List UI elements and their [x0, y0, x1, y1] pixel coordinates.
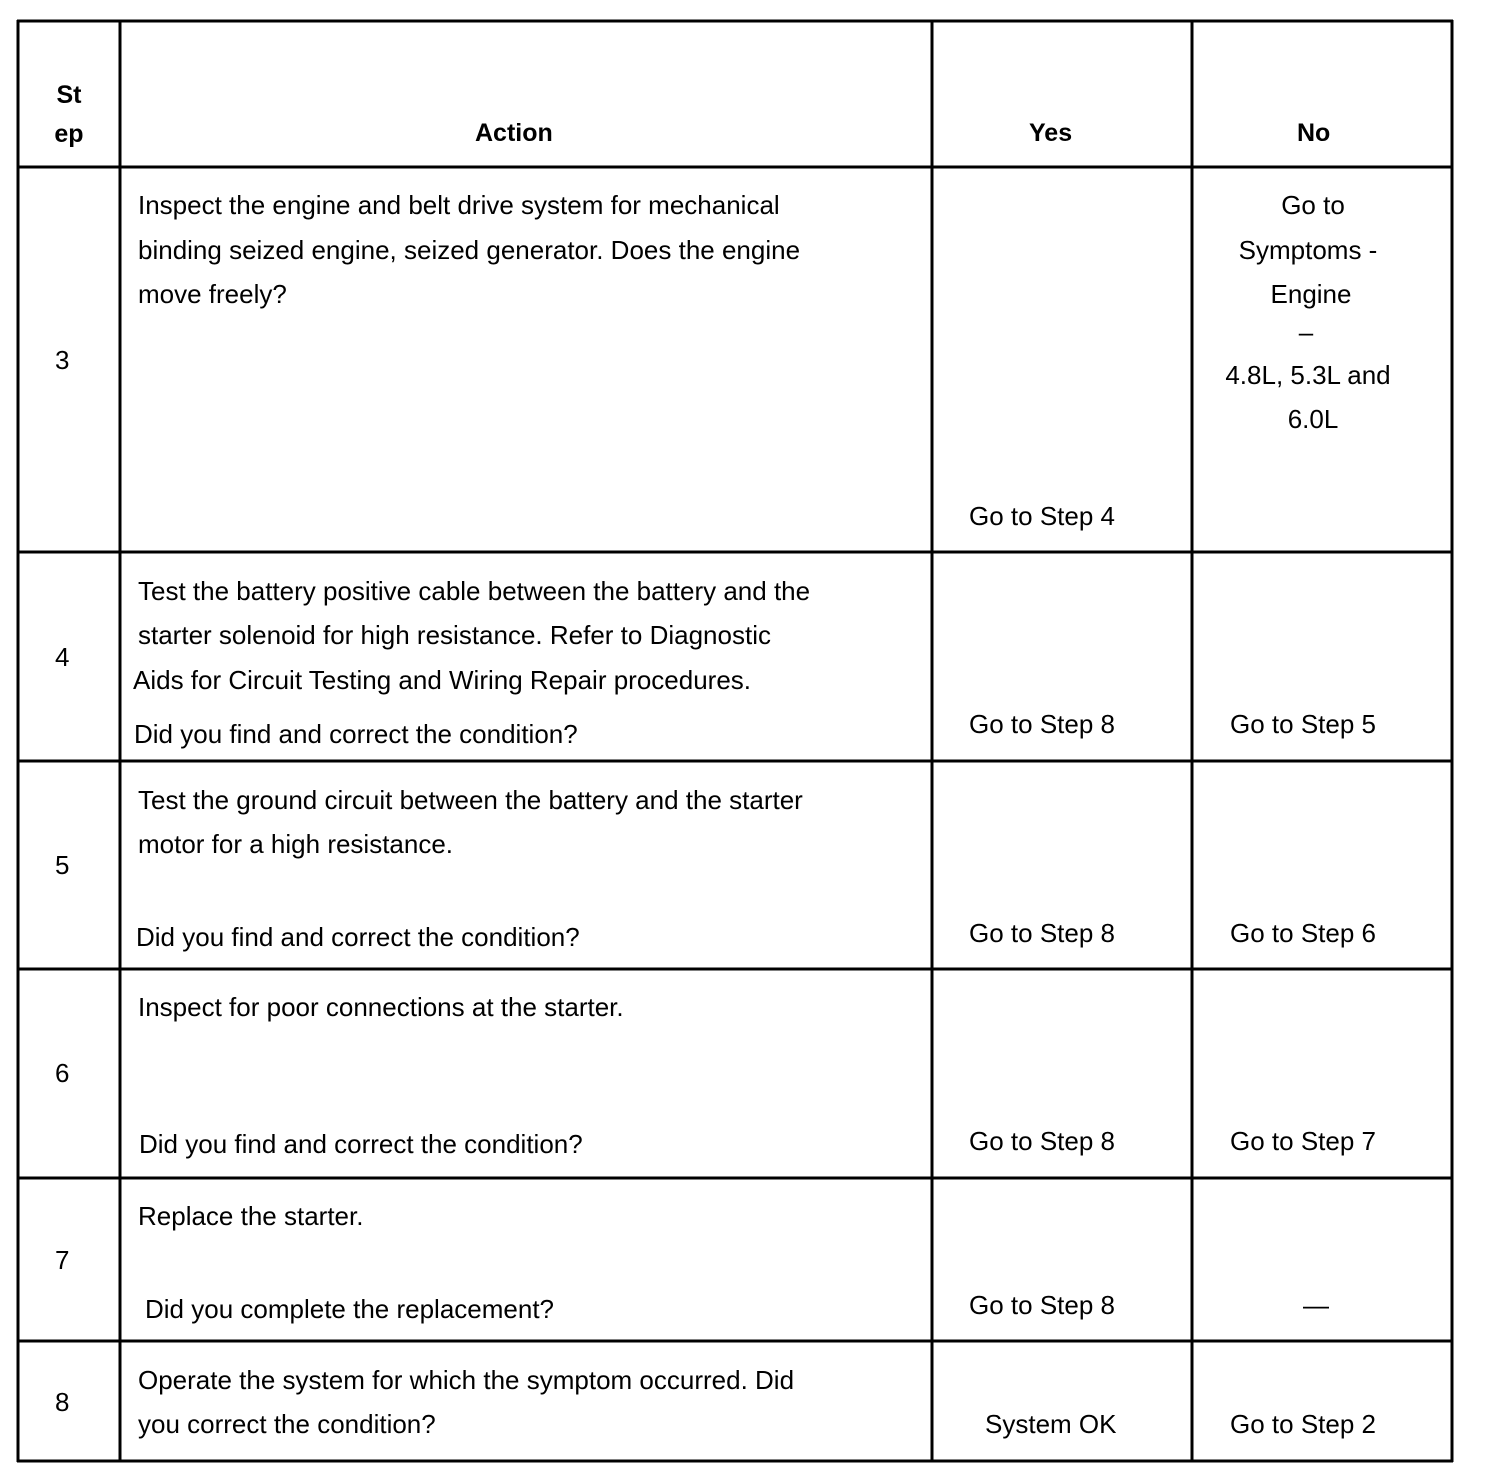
no-line: 4.8L, 5.3L and — [1225, 360, 1391, 390]
action-line: Inspect for poor connections at the starter. — [138, 992, 624, 1022]
no-line: Engine — [1270, 279, 1352, 309]
action-line: Aids for Circuit Testing and Wiring Repair procedures. — [133, 665, 752, 695]
no-link[interactable]: Go to Step 6 — [1230, 918, 1376, 948]
action-question: Did you find and correct the condition? — [134, 719, 578, 749]
action-line: Inspect the engine and belt drive system for mechanical — [138, 190, 780, 220]
header-step-line2: ep — [54, 120, 84, 148]
yes-link[interactable]: Go to Step 8 — [969, 1290, 1115, 1320]
no-line: Go to — [1281, 190, 1345, 220]
no-line: – — [1298, 317, 1314, 347]
action-line: Replace the starter. — [138, 1201, 364, 1231]
action-line: starter solenoid for high resistance. Refer to Diagnostic — [138, 620, 771, 650]
action-line: motor for a high resistance. — [138, 829, 454, 859]
yes-link[interactable]: Go to Step 4 — [969, 501, 1115, 531]
step-number: 3 — [55, 345, 70, 375]
header-no: No — [1297, 119, 1331, 147]
no-link[interactable]: Go to Step 5 — [1230, 709, 1376, 739]
no-line: Symptoms - — [1238, 235, 1378, 265]
no-link[interactable]: Go to Step 7 — [1230, 1126, 1376, 1156]
action-question: Did you complete the replacement? — [145, 1294, 555, 1324]
no-link[interactable]: Go to Step 2 — [1230, 1409, 1376, 1439]
no-line: 6.0L — [1287, 404, 1339, 434]
action-line: Test the ground circuit between the battery and the starter — [138, 785, 803, 815]
action-question: Did you find and correct the condition? — [136, 922, 580, 952]
action-line: binding seized engine, seized generator. Does the engine — [138, 235, 801, 265]
yes-link[interactable]: Go to Step 8 — [969, 709, 1115, 739]
action-line: Test the battery positive cable between the battery and the — [138, 576, 811, 606]
yes-link[interactable]: Go to Step 8 — [969, 1126, 1115, 1156]
action-question: Did you find and correct the condition? — [139, 1129, 583, 1159]
header-step — [18, 76, 120, 154]
action-line: move freely? — [138, 279, 287, 309]
step-number: 6 — [55, 1058, 70, 1088]
action-line: you correct the condition? — [138, 1409, 436, 1439]
step-number: 5 — [55, 850, 70, 880]
header-step-line1: St — [56, 81, 82, 109]
step-number: 7 — [55, 1245, 70, 1275]
yes-value: System OK — [985, 1409, 1117, 1439]
action-line: Operate the system for which the symptom occurred. Did — [138, 1365, 795, 1395]
step-number: 8 — [55, 1387, 70, 1417]
step-number: 4 — [55, 642, 70, 672]
yes-link[interactable]: Go to Step 8 — [969, 918, 1115, 948]
header-action: Action — [475, 119, 553, 147]
header-yes: Yes — [1029, 119, 1073, 147]
no-link: — — [1303, 1290, 1329, 1320]
